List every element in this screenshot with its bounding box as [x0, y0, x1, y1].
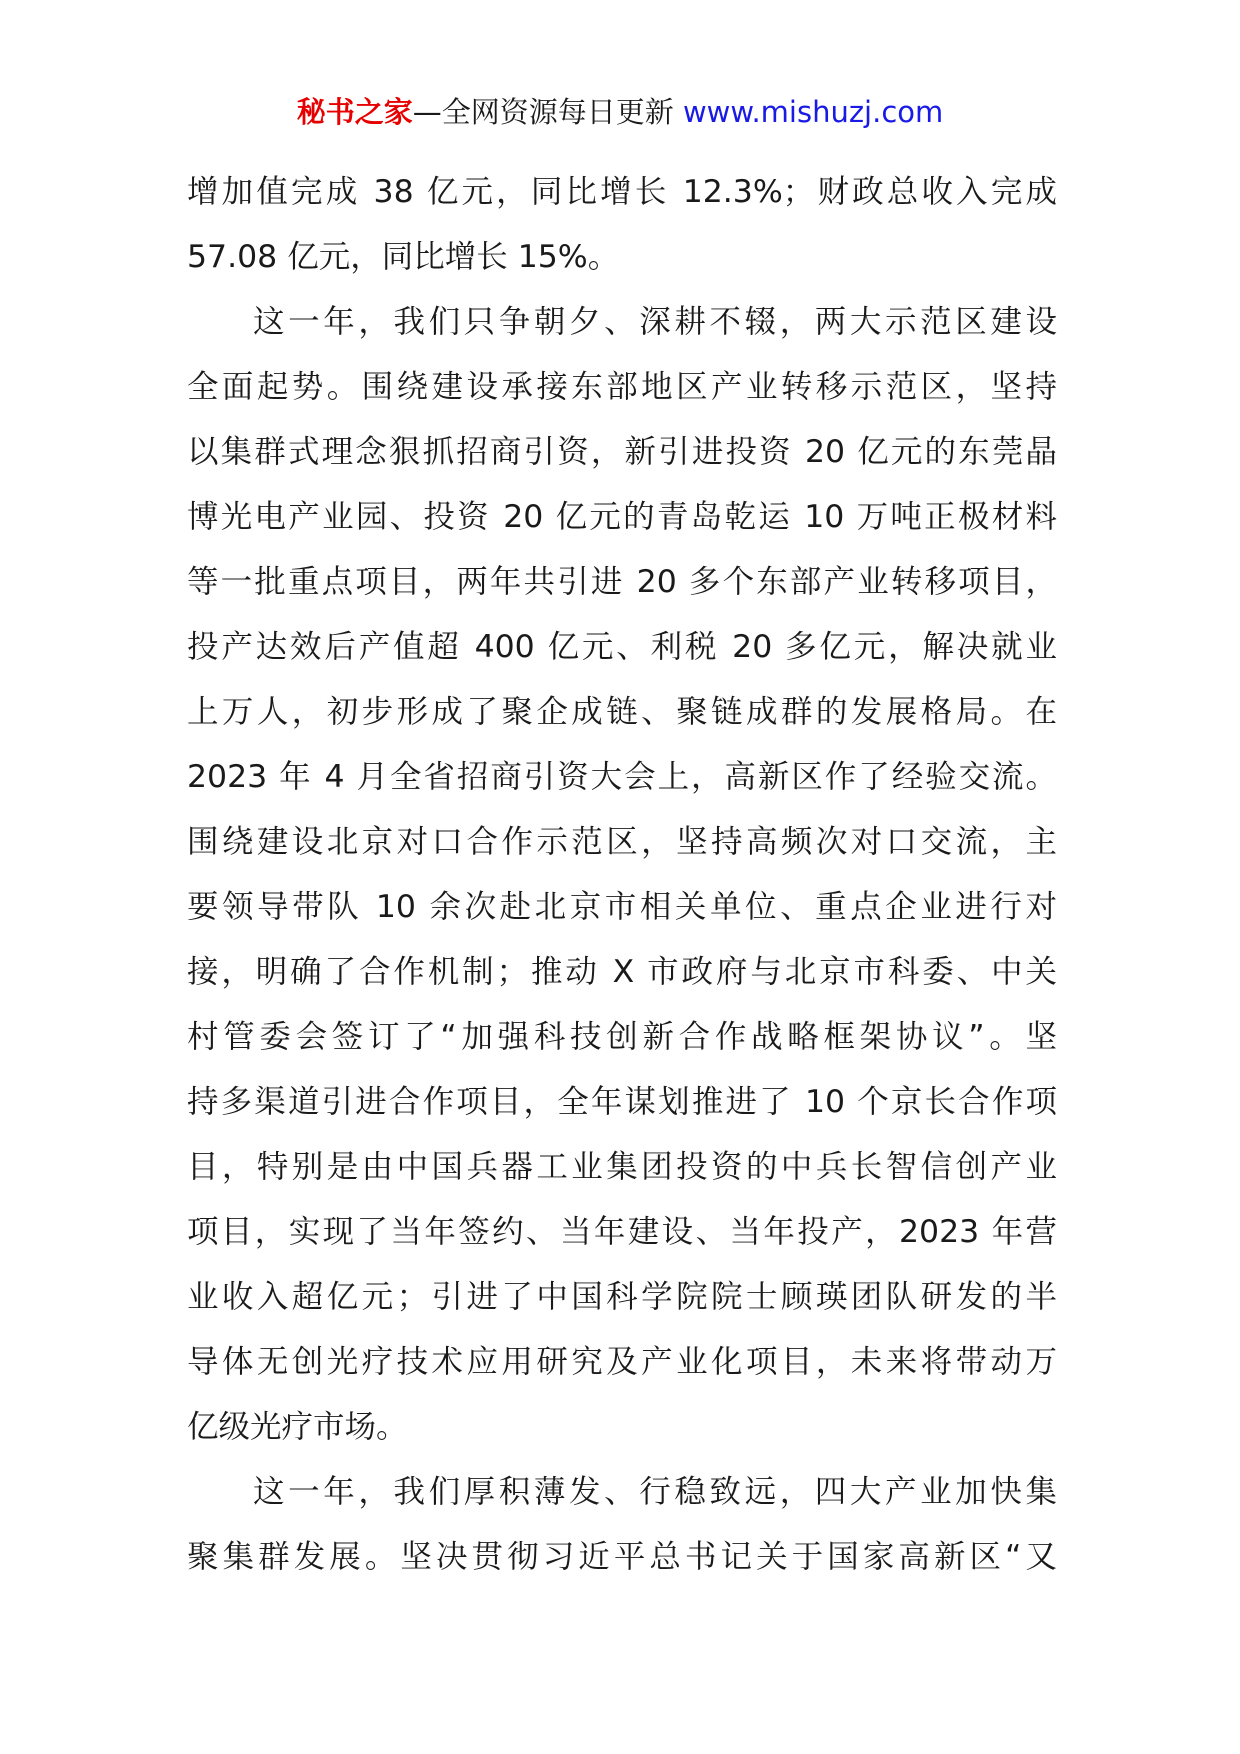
text-line: 项目，实现了当年签约、当年建设、当年投产，2023 年营 — [187, 1214, 1057, 1250]
site-url-link[interactable]: www.mishuzj.com — [682, 95, 944, 129]
text-line: 亿级光疗市场。 — [187, 1409, 408, 1445]
text-line: 目，特别是由中国兵器工业集团投资的中兵长智信创产业 — [187, 1149, 1057, 1185]
text-line: 村管委会签订了“加强科技创新合作战略框架协议”。坚 — [187, 1019, 1057, 1055]
text-line: 2023 年 4 月全省招商引资大会上，高新区作了经验交流。 — [187, 759, 1057, 795]
text-line: 要领导带队 10 余次赴北京市相关单位、重点企业进行对 — [187, 889, 1057, 925]
header-tagline: —全网资源每日更新 — [412, 95, 674, 129]
text-line: 导体无创光疗技术应用研究及产业化项目，未来将带动万 — [187, 1344, 1057, 1380]
document-body — [187, 160, 1057, 1590]
brand-name: 秘书之家 — [296, 95, 413, 129]
text-line: 聚集群发展。坚决贯彻习近平总书记关于国家高新区“又 — [187, 1539, 1057, 1575]
text-line: 围绕建设北京对口合作示范区，坚持高频次对口交流，主 — [187, 824, 1057, 860]
text-line: 上万人，初步形成了聚企成链、聚链成群的发展格局。在 — [187, 694, 1057, 730]
text-line: 博光电产业园、投资 20 亿元的青岛乾运 10 万吨正极材料 — [187, 499, 1057, 535]
text-line: 接，明确了合作机制；推动 X 市政府与北京市科委、中关 — [187, 954, 1057, 990]
text-line: 业收入超亿元；引进了中国科学院院士顾瑛团队研发的半 — [187, 1279, 1057, 1315]
text-line: 等一批重点项目，两年共引进 20 多个东部产业转移项目， — [187, 564, 1057, 600]
text-line: 投产达效后产值超 400 亿元、利税 20 多亿元，解决就业 — [187, 629, 1057, 665]
text-line: 增加值完成 38 亿元，同比增长 12.3%；财政总收入完成 — [187, 174, 1057, 210]
text-line: 持多渠道引进合作项目，全年谋划推进了 10 个京长合作项 — [187, 1084, 1057, 1120]
text-line: 以集群式理念狠抓招商引资，新引进投资 20 亿元的东莞晶 — [187, 434, 1057, 470]
text-line: 57.08 亿元，同比增长 15%。 — [187, 239, 620, 275]
watermark-header — [0, 93, 1240, 131]
text-line: 全面起势。围绕建设承接东部地区产业转移示范区，坚持 — [187, 369, 1057, 405]
text-line: 这一年，我们厚积薄发、行稳致远，四大产业加快集 — [253, 1474, 1057, 1510]
text-line: 这一年，我们只争朝夕、深耕不辍，两大示范区建设 — [253, 304, 1057, 340]
